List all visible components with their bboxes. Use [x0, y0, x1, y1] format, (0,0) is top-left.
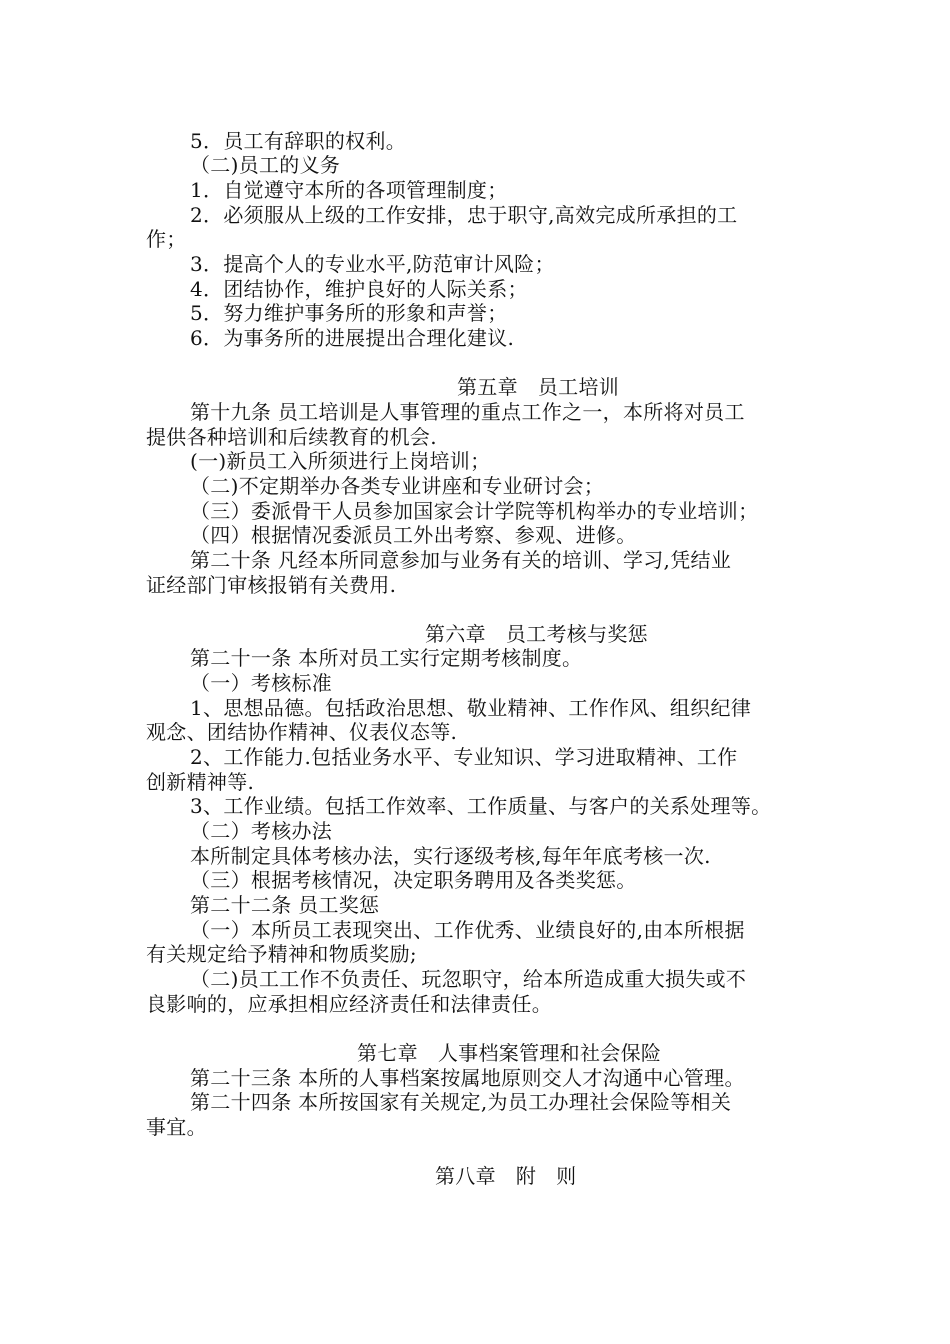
text-line: （一）本所员工表现突出、工作优秀、业绩良好的,由本所根据: [190, 918, 745, 942]
text-line: 第二十一条 本所对员工实行定期考核制度。: [190, 646, 583, 670]
text-line: （一）考核标准: [190, 671, 333, 695]
text-line: 事宜。: [146, 1115, 207, 1139]
text-line: 2．必须服从上级的工作安排，忠于职守,高效完成所承担的工: [190, 203, 738, 227]
text-line: (一)新员工入所须进行上岗培训；: [190, 449, 491, 473]
text-line: （二)不定期举办各类专业讲座和专业研讨会；: [190, 474, 605, 498]
text-line: 5．员工有辞职的权利。: [190, 129, 407, 153]
text-line: 3、工作业绩。包括工作效率、工作质量、与客户的关系处理等。: [190, 794, 772, 818]
text-line: （四）根据情况委派员工外出考察、参观、进修。: [190, 523, 637, 547]
text-line: 第二十二条 员工奖惩: [190, 893, 380, 917]
chapter-heading: 第五章 员工培训: [457, 375, 620, 399]
chapter-heading: 第八章 附 则: [435, 1164, 577, 1188]
text-line: 证经部门审核报销有关费用.: [146, 573, 397, 597]
chapter-heading: 第七章 人事档案管理和社会保险: [357, 1041, 662, 1065]
text-line: （二)员工工作不负责任、玩忽职守，给本所造成重大损失或不: [190, 967, 747, 991]
text-line: 第二十四条 本所按国家有关规定,为员工办理社会保险等相关: [190, 1090, 732, 1114]
text-line: 4．团结协作，维护良好的人际关系；: [190, 277, 528, 301]
text-line: 第二十三条 本所的人事档案按属地原则交人才沟通中心管理。: [190, 1066, 745, 1090]
text-line: 作；: [146, 227, 187, 251]
text-line: 2、工作能力.包括业务水平、专业知识、学习进取精神、工作: [190, 745, 738, 769]
text-line: 第二十条 凡经本所同意参加与业务有关的培训、学习,凭结业: [190, 548, 732, 572]
text-line: 创新精神等.: [146, 770, 255, 794]
text-line: 第十九条 员工培训是人事管理的重点工作之一，本所将对员工: [190, 400, 745, 424]
text-line: 6．为事务所的进展提出合理化建议.: [190, 326, 515, 350]
text-line: 观念、团结协作精神、仪表仪态等.: [146, 720, 458, 744]
chapter-heading: 第六章 员工考核与奖惩: [425, 622, 648, 646]
text-line: 有关规定给予精神和物质奖励;: [146, 942, 417, 966]
text-line: 良影响的，应承担相应经济责任和法律责任。: [146, 992, 552, 1016]
text-line: （三）根据考核情况，决定职务聘用及各类奖惩。: [190, 868, 637, 892]
text-line: 提供各种培训和后续教育的机会.: [146, 425, 437, 449]
text-line: 本所制定具体考核办法，实行逐级考核,每年年底考核一次.: [190, 844, 711, 868]
text-line: 5．努力维护事务所的形象和声誉；: [190, 301, 508, 325]
text-line: 1．自觉遵守本所的各项管理制度；: [190, 178, 508, 202]
text-line: 1、思想品德。包括政治思想、敬业精神、工作作风、组织纪律: [190, 696, 752, 720]
text-line: （二)员工的义务: [190, 153, 341, 177]
text-line: （二）考核办法: [190, 819, 333, 843]
text-line: 3．提高个人的专业水平,防范审计风险；: [190, 252, 555, 276]
text-line: （三）委派骨干人员参加国家会计学院等机构举办的专业培训；: [190, 499, 759, 523]
